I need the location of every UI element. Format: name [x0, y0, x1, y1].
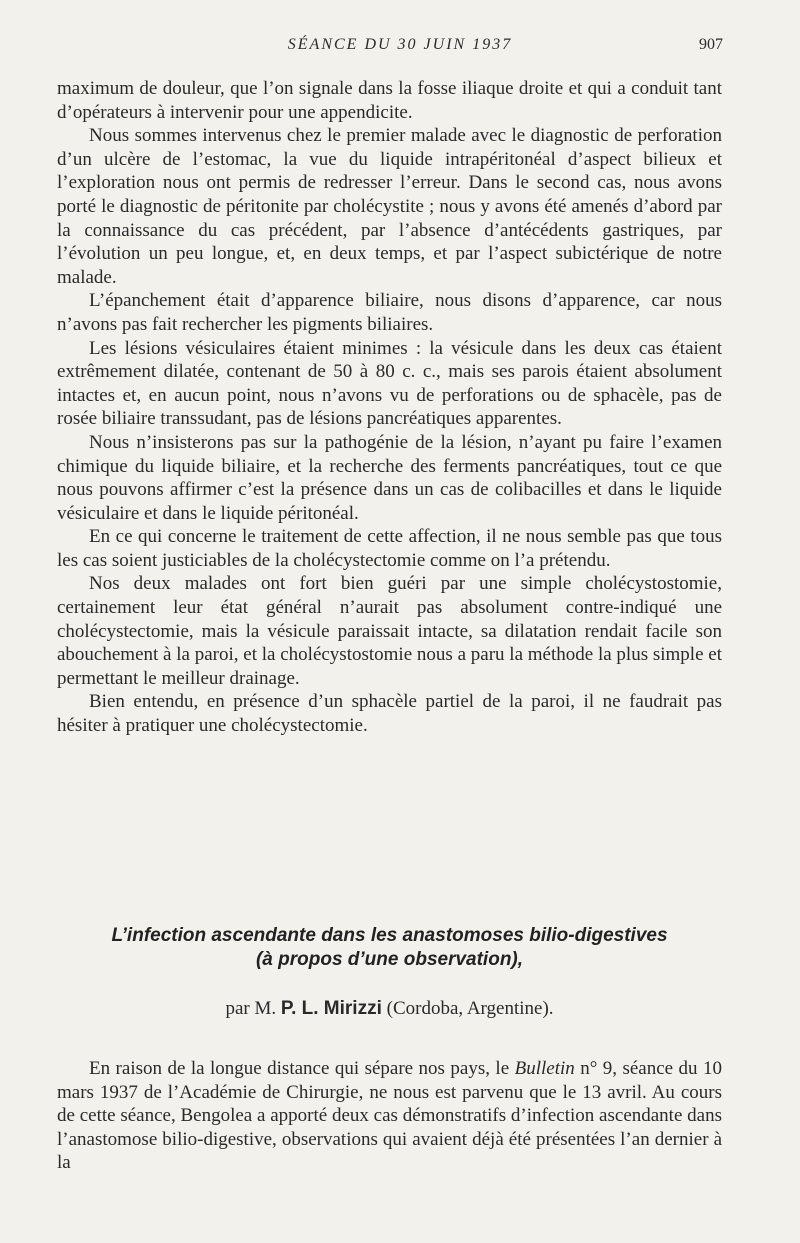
intro-text-before: En raison de la longue distance qui sépare nos pays, le: [89, 1058, 515, 1079]
intro-text-after: n° 9, séance du 10 mars 1937 de l’Académie de Chirurgie, ne nous est parvenu que le 13 avril. Au cours de cette séance, Bengolea a apporté deux cas démonstratifs d’infection ascendante dans l’anastomose bilio-digestive, observations qui avaient déjà été présentées l’an dernier à la: [57, 1058, 722, 1174]
article-title: [57, 924, 722, 972]
author-name: P. L. Mirizzi: [280, 998, 382, 1019]
paragraph: En ce qui concerne le traitement de cette affection, il ne nous semble pas que tous les cas soient justiciables de la cholécystectomie comme on l’a prétendu.: [57, 526, 722, 571]
running-head: [0, 36, 800, 58]
paragraph: [57, 1057, 722, 1175]
paragraph: Nous n’insisterons pas sur la pathogénie de la lésion, n’ayant pu faire l’examen chimique du liquide biliaire, et la recherche des ferments pancréatiques, tout ce que nous pouvons affirmer c’est la présence dans un cas de colibacilles et dans le liquide vésiculaire et dans le liquide péritonéal.: [57, 431, 722, 524]
article-body: [57, 1057, 722, 1175]
author-affiliation: (Cordoba, Argentine).: [386, 998, 554, 1019]
article-title-line: L’infection ascendante dans les anastomoses bilio-digestives: [111, 925, 668, 946]
paragraph: Nos deux malades ont fort bien guéri par une simple cholécystostomie, certainement leur état général n’aurait pas absolument contre-indiqué une cholécystectomie, mais la vésicule paraissait intacte, sa dilatation rendait facile son abouchement à la paroi, et la cholécystostomie nous a paru la méthode la plus simple et permettant le meilleur drainage.: [57, 573, 722, 689]
page-number: 907: [699, 36, 723, 53]
byline: [57, 997, 722, 1021]
body-text: [57, 77, 722, 738]
byline-prefix: par M.: [225, 998, 277, 1019]
article-title-line: (à propos d’une observation),: [255, 949, 524, 970]
paragraph: Nous sommes intervenus chez le premier malade avec le diagnostic de perforation d’un ulcère de l’estomac, la vue du liquide intrapéritonéal d’aspect bilieux et l’exploration nous ont permis de redresser l’erreur. Dans le second cas, nous avons porté le diagnostic de péritonite par cholécystite ; nous y avons été amenés d’abord par la connaissance du cas précédent, par l’absence d’antécédents gastriques, par l’évolution un peu longue, et, en deux temps, et par l’aspect subictérique de notre malade.: [57, 125, 722, 288]
journal-name: Bulletin: [514, 1058, 575, 1079]
paragraph: maximum de douleur, que l’on signale dans la fosse iliaque droite et qui a conduit tant d’opérateurs à intervenir pour une appendicite.: [57, 78, 722, 123]
paragraph: Bien entendu, en présence d’un sphacèle partiel de la paroi, il ne faudrait pas hésiter à pratiquer une cholécystectomie.: [57, 691, 722, 737]
running-title: SÉANCE DU 30 JUIN 1937: [287, 36, 513, 53]
paragraph: L’épanchement était d’apparence biliaire, nous disons d’apparence, car nous n’avons pas fait rechercher les pigments biliaires.: [57, 290, 722, 335]
paragraph: Les lésions vésiculaires étaient minimes : la vésicule dans les deux cas étaient extrêmement dilatée, contenant de 50 à 80 c. c., mais ses parois étaient absolument intactes et, en aucun point, nous n’avons vu de perforations ou de sphacèle, pas de rosée biliaire transsudant, pas de lésions pancréatiques apparentes.: [57, 337, 722, 430]
